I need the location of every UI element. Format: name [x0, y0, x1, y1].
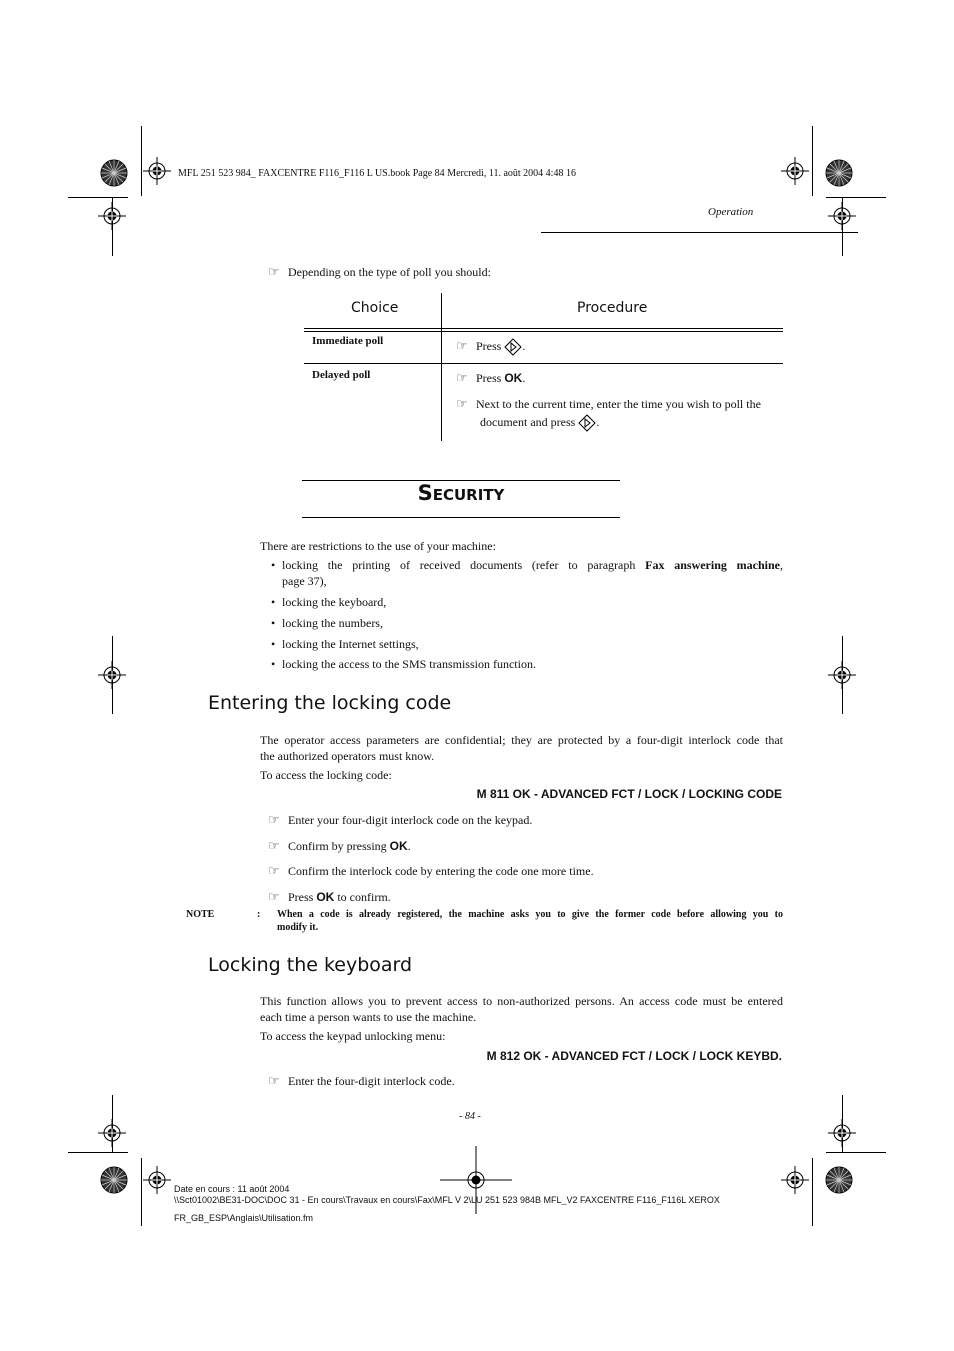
list-item: locking the printing of received documents (refer to paragraph Fax answering machine,: [282, 558, 783, 572]
table-cell-procedure: document and press .: [480, 414, 599, 432]
note-label: NOTE: [186, 909, 215, 920]
list-item: locking the Internet settings,: [282, 637, 419, 651]
menu-path: M 812 OK - ADVANCED FCT / LOCK / LOCK KEYBD.: [486, 1049, 782, 1063]
step: ☞ Confirm by pressing OK.: [268, 838, 411, 853]
paragraph: There are restrictions to the use of your machine:: [260, 539, 496, 553]
list-item: locking the access to the SMS transmission function.: [282, 657, 536, 671]
list-item: locking the numbers,: [282, 616, 383, 630]
paragraph: To access the keypad unlocking menu:: [260, 1029, 446, 1043]
step: ☞ Enter the four-digit interlock code.: [268, 1073, 455, 1088]
section-title-locking-code: Entering the locking code: [208, 692, 452, 714]
hand-pointer-icon: ☞: [268, 863, 280, 878]
paragraph: The operator access parameters are confidential; they are protected by a four-digit interlock code that: [260, 733, 783, 747]
table-header-choice: Choice: [351, 300, 399, 316]
note-colon: :: [257, 909, 261, 920]
note-text: When a code is already registered, the machine asks you to give the former code before allowing you to: [277, 909, 783, 920]
section-title-security: SECURITY: [417, 481, 505, 505]
hand-pointer-icon: ☞: [268, 264, 280, 279]
list-item: page 37),: [282, 574, 327, 588]
hand-pointer-icon: ☞: [268, 1073, 280, 1088]
menu-path: M 811 OK - ADVANCED FCT / LOCK / LOCKING CODE: [476, 787, 782, 801]
hand-pointer-icon: ☞: [456, 338, 468, 353]
list-item: locking the keyboard,: [282, 595, 387, 609]
step: ☞ Confirm the interlock code by entering the code one more time.: [268, 863, 594, 878]
footer-date: Date en cours : 11 août 2004: [174, 1184, 290, 1194]
table-header-procedure: Procedure: [577, 300, 648, 316]
section-title-keyboard: Locking the keyboard: [208, 954, 413, 976]
security-rule-bottom: [302, 517, 620, 518]
step: ☞ Enter your four-digit interlock code on the keypad.: [268, 812, 533, 827]
hand-pointer-icon: ☞: [456, 370, 468, 385]
poll-intro: ☞ Depending on the type of poll you should:: [268, 264, 491, 279]
hand-pointer-icon: ☞: [268, 812, 280, 827]
hand-pointer-icon: ☞: [268, 838, 280, 853]
footer-file: FR_GB_ESP\Anglais\Utilisation.fm: [174, 1213, 314, 1223]
print-info: MFL 251 523 984_ FAXCENTRE F116_F116 L US.book Page 84 Mercredi, 11. août 2004 4:48 16: [178, 168, 576, 179]
hand-pointer-icon: ☞: [268, 889, 280, 904]
table-cell-procedure: ☞ Next to the current time, enter the time you wish to poll the: [456, 396, 761, 411]
paragraph: each time a person wants to use the machine.: [260, 1010, 477, 1024]
page-number: - 84 -: [459, 1111, 481, 1122]
start-icon: [504, 338, 522, 356]
header-rule: [541, 232, 858, 233]
note-text: modify it.: [277, 922, 319, 933]
table-cell-procedure: ☞ Press OK.: [456, 370, 526, 385]
paragraph: To access the locking code:: [260, 768, 392, 782]
paragraph: the authorized operators must know.: [260, 749, 435, 763]
table-row: Delayed poll: [312, 369, 371, 381]
hand-pointer-icon: ☞: [456, 396, 468, 411]
table-row: Immediate poll: [312, 335, 384, 347]
paragraph: This function allows you to prevent access to non-authorized persons. An access code must be entered: [260, 994, 783, 1008]
start-icon: [578, 414, 596, 432]
running-header: Operation: [708, 206, 754, 218]
footer-path: \\Sct01002\BE31-DOC\DOC 31 - En cours\Travaux en cours\Fax\MFL V 2\LU 251 523 984B MFL_V2 FAXCENTRE F116_F116L XEROX: [174, 1195, 720, 1205]
table-cell-procedure: ☞ Press .: [456, 338, 525, 356]
step: ☞ Press OK to confirm.: [268, 889, 391, 904]
